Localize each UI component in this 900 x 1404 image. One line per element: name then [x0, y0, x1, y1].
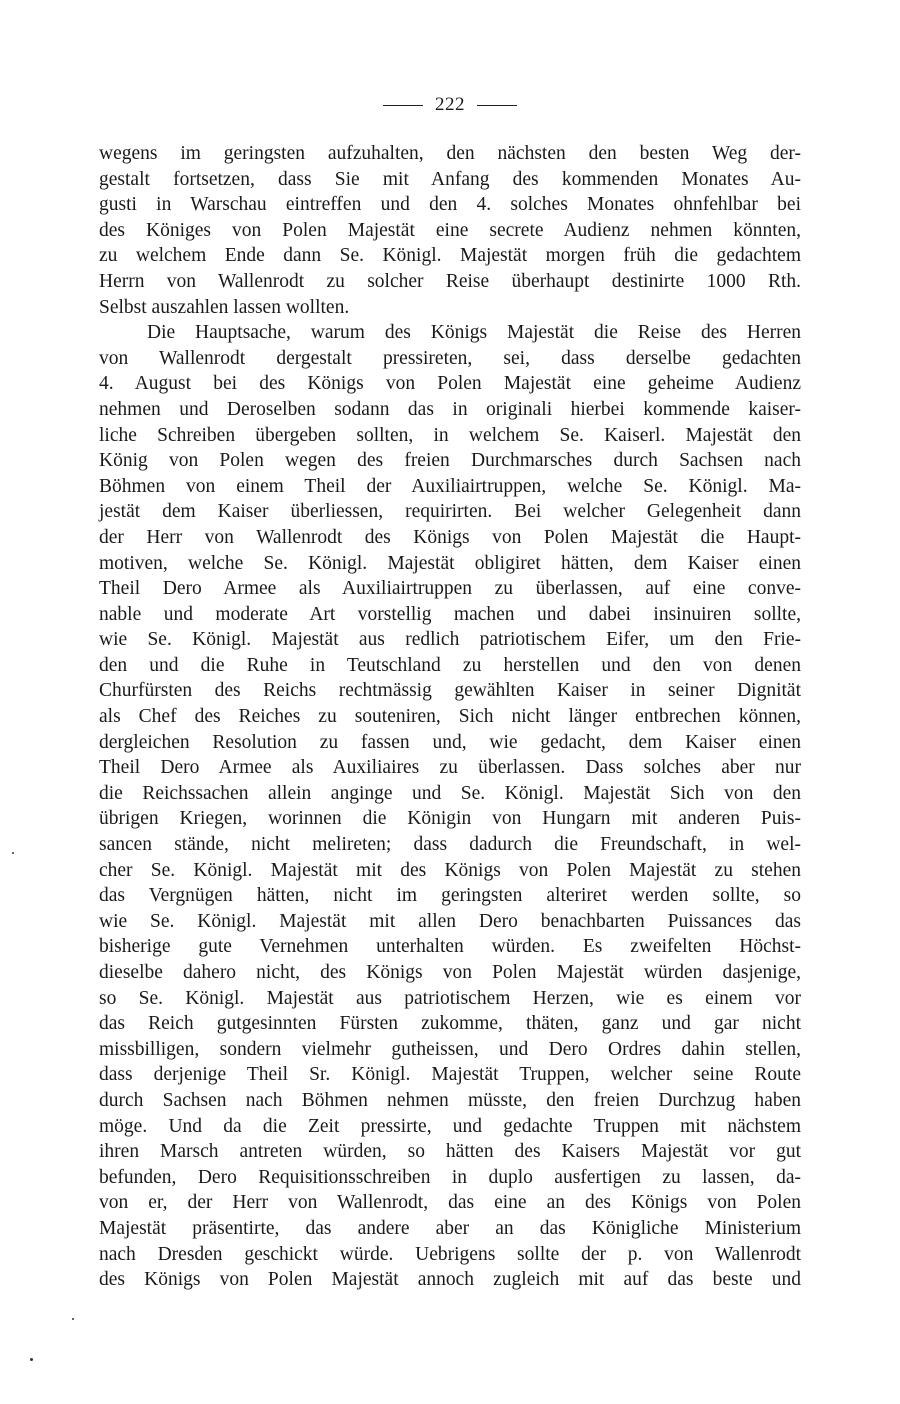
text-line: als Chef des Reiches zu souteniren, Sich nicht länger entbrechen können,	[99, 706, 801, 728]
text-line: gusti in Warschau eintreffen und den 4. solches Monates ohnfehlbar bei	[99, 194, 801, 216]
text-line: Theil Dero Armee als Auxiliaires zu überlassen. Dass solches aber nur	[99, 757, 801, 779]
text-line: zu welchem Ende dann Se. Königl. Majestät morgen früh die gedachtem	[99, 245, 801, 267]
text-line: Majestät präsentirte, das andere aber an das Königliche Ministerium	[99, 1217, 801, 1239]
text-line: Theil Dero Armee als Auxiliairtruppen zu überlassen, auf eine conve-	[99, 578, 801, 600]
text-line: gestalt fortsetzen, dass Sie mit Anfang des kommenden Monates Au-	[99, 168, 801, 190]
text-line: nehmen und Deroselben sodann das in originali hierbei kommende kaiser-	[99, 398, 801, 420]
paragraph-start-line: Die Hauptsache, warum des Königs Majestät die Reise des Herren	[147, 322, 801, 344]
text-line: möge. Und da die Zeit pressirte, und gedachte Truppen mit nächstem	[99, 1115, 801, 1137]
text-line: 4. August bei des Königs von Polen Majestät eine geheime Audienz	[99, 373, 801, 395]
text-line: wie Se. Königl. Majestät aus redlich patriotischem Eifer, um den Frie-	[99, 629, 801, 651]
text-line: von er, der Herr von Wallenrodt, das eine an des Königs von Polen	[99, 1192, 801, 1214]
text-line: nach Dresden geschickt würde. Uebrigens sollte der p. von Wallenrodt	[99, 1243, 801, 1265]
text-line: befunden, Dero Requisitionsschreiben in duplo ausfertigen zu lassen, da-	[99, 1166, 801, 1188]
text-line: die Reichssachen allein anginge und Se. Königl. Majestät Sich von den	[99, 782, 801, 804]
text-line: des Königes von Polen Majestät eine secrete Audienz nehmen könnten,	[99, 219, 801, 241]
text-line: bisherige gute Vernehmen unterhalten würden. Es zweifelten Höchst-	[99, 936, 801, 958]
text-line: Selbst auszahlen lassen wollten.	[99, 296, 350, 318]
text-line: von Wallenrodt dergestalt pressireten, sei, dass derselbe gedachten	[99, 347, 801, 369]
text-line: das Vergnügen hätten, nicht im geringsten alteriret werden sollte, so	[99, 885, 801, 907]
header-rule-left	[383, 105, 423, 106]
text-line: motiven, welche Se. Königl. Majestät obligiret hätten, dem Kaiser einen	[99, 552, 801, 574]
header-rule-right	[477, 105, 517, 106]
text-line: der Herr von Wallenrodt des Königs von Polen Majestät die Haupt-	[99, 526, 801, 548]
text-line: König von Polen wegen des freien Durchmarsches durch Sachsen nach	[99, 450, 801, 472]
text-line: Böhmen von einem Theil der Auxiliairtruppen, welche Se. Königl. Ma-	[99, 475, 801, 497]
text-line: cher Se. Königl. Majestät mit des Königs von Polen Majestät zu stehen	[99, 859, 801, 881]
text-line: liche Schreiben übergeben sollten, in welchem Se. Kaiserl. Majestät den	[99, 424, 801, 446]
text-line: nable und moderate Art vorstellig machen und dabei insinuiren sollte,	[99, 603, 801, 625]
text-line: übrigen Kriegen, worinnen die Königin von Hungarn mit anderen Puis-	[99, 808, 801, 830]
text-line: den und die Ruhe in Teutschland zu herstellen und den von denen	[99, 654, 801, 676]
text-line: sancen stände, nicht melireten; dass dadurch die Freundschaft, in wel-	[99, 834, 801, 856]
page-number: 222	[435, 94, 465, 115]
scan-speck	[72, 1318, 74, 1320]
text-line: wegens im geringsten aufzuhalten, den nächsten den besten Weg der-	[99, 143, 801, 164]
text-line: missbilligen, sondern vielmehr gutheissen, und Dero Ordres dahin stellen,	[99, 1038, 801, 1060]
text-line: jestät dem Kaiser überliessen, requirirten. Bei welcher Gelegenheit dann	[99, 501, 801, 523]
text-line: das Reich gutgesinnten Fürsten zukomme, thäten, ganz und gar nicht	[99, 1013, 801, 1035]
text-line: Churfürsten des Reichs rechtmässig gewählten Kaiser in seiner Dignität	[99, 680, 801, 702]
scan-speck	[30, 1358, 33, 1361]
scan-speck	[12, 852, 14, 854]
text-line: so Se. Königl. Majestät aus patriotischem Herzen, wie es einem vor	[99, 987, 801, 1009]
text-line: dieselbe dahero nicht, des Königs von Polen Majestät würden dasjenige,	[99, 962, 801, 983]
text-line: Herrn von Wallenrodt zu solcher Reise überhaupt destinirte 1000 Rth.	[99, 270, 801, 292]
text-line: dass derjenige Theil Sr. Königl. Majestät Truppen, welcher seine Route	[99, 1064, 801, 1086]
page-header	[0, 94, 900, 116]
text-line: dergleichen Resolution zu fassen und, wie gedacht, dem Kaiser einen	[99, 731, 801, 753]
body-text	[99, 141, 801, 1293]
text-line: des Königs von Polen Majestät annoch zugleich mit auf das beste und	[99, 1269, 801, 1291]
text-line: durch Sachsen nach Böhmen nehmen müsste, den freien Durchzug haben	[99, 1089, 801, 1111]
text-line: ihren Marsch antreten würden, so hätten des Kaisers Majestät vor gut	[99, 1141, 801, 1163]
text-line: wie Se. Königl. Majestät mit allen Dero benachbarten Puissances das	[99, 910, 801, 932]
